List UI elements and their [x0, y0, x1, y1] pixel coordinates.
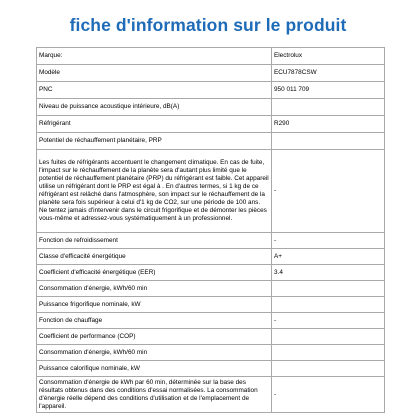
table-row — [37, 297, 385, 313]
row-label: Puissance frigorifique nominale, kW — [37, 297, 272, 313]
row-value: R290 — [272, 116, 385, 133]
row-label: Consommation d'énergie, kWh/60 min — [37, 345, 272, 361]
table-row — [37, 377, 385, 413]
table-row — [37, 82, 385, 99]
row-value: - — [272, 377, 385, 413]
row-label: PNC — [37, 82, 272, 99]
row-label: Fonction de chauffage — [37, 313, 272, 329]
row-label: Potentiel de réchauffement planétaire, PRP — [37, 133, 272, 150]
row-value: - — [272, 150, 385, 233]
table-row — [37, 133, 385, 150]
row-value — [272, 297, 385, 313]
row-label: Marque: — [37, 48, 272, 65]
table-row — [37, 313, 385, 329]
table-row — [37, 116, 385, 133]
table-row — [37, 48, 385, 65]
row-value: - — [272, 233, 385, 249]
row-value — [272, 345, 385, 361]
row-label: Classe d'efficacité énergétique — [37, 249, 272, 265]
row-label: Modèle — [37, 65, 272, 82]
row-value — [272, 281, 385, 297]
table-row — [37, 361, 385, 377]
row-value: ECU7878CSW — [272, 65, 385, 82]
table-row — [37, 99, 385, 116]
table-row — [37, 249, 385, 265]
row-value — [272, 329, 385, 345]
row-label: Puissance calorifique nominale, kW — [37, 361, 272, 377]
row-label: Consommation d'énergie de kWh par 60 min, déterminée sur la base des résultats obtenus dans des conditions d'essai normalisées. La consommation d'énergie réelle dépend des conditions d'utilisation et de l'emplacement de l'appareil. — [37, 377, 272, 413]
table-row — [37, 345, 385, 361]
row-label: Niveau de puissance acoustique intérieure, dB(A) — [37, 99, 272, 116]
table-row — [37, 329, 385, 345]
row-label: Consommation d'énergie, kWh/60 min — [37, 281, 272, 297]
row-value: A+ — [272, 249, 385, 265]
spec-table — [36, 47, 385, 413]
row-label: Réfrigérant — [37, 116, 272, 133]
row-value — [272, 99, 385, 116]
row-value: 3.4 — [272, 265, 385, 281]
row-label: Fonction de refroidissement — [37, 233, 272, 249]
row-value: 950 011 709 — [272, 82, 385, 99]
table-row — [37, 281, 385, 297]
row-value — [272, 361, 385, 377]
table-row — [37, 150, 385, 233]
row-label: Coefficient d'efficacité énergétique (EER) — [37, 265, 272, 281]
table-row — [37, 233, 385, 249]
row-value: - — [272, 313, 385, 329]
row-label: Coefficient de performance (COP) — [37, 329, 272, 345]
table-row — [37, 65, 385, 82]
page-title: fiche d'information sur le produit — [69, 15, 347, 35]
table-row — [37, 265, 385, 281]
row-value — [272, 133, 385, 150]
row-value: Electrolux — [272, 48, 385, 65]
row-label: Les fuites de réfrigérants accentuent le changement climatique. En cas de fuite, l'impact sur le réchauffement de la planète sera d'autant plus limité que le potentiel de réchauffement planétaire (PRP) du réfrigérant est faible. Cet appareil utilise un réfrigérant dont le PRP est égal à . En d'autres termes, si 1 kg de ce réfrigérant est relâché dans l'atmosphère, son impact sur le réchauffement de la planète sera fois supérieur à celui d'1 kg de CO2, sur une période de 100 ans. Ne tentez jamais d'intervenir dans le circuit frigorifique et de démonter les pièces vous-même et adressez-vous systématiquement à un professionnel. — [37, 150, 272, 233]
